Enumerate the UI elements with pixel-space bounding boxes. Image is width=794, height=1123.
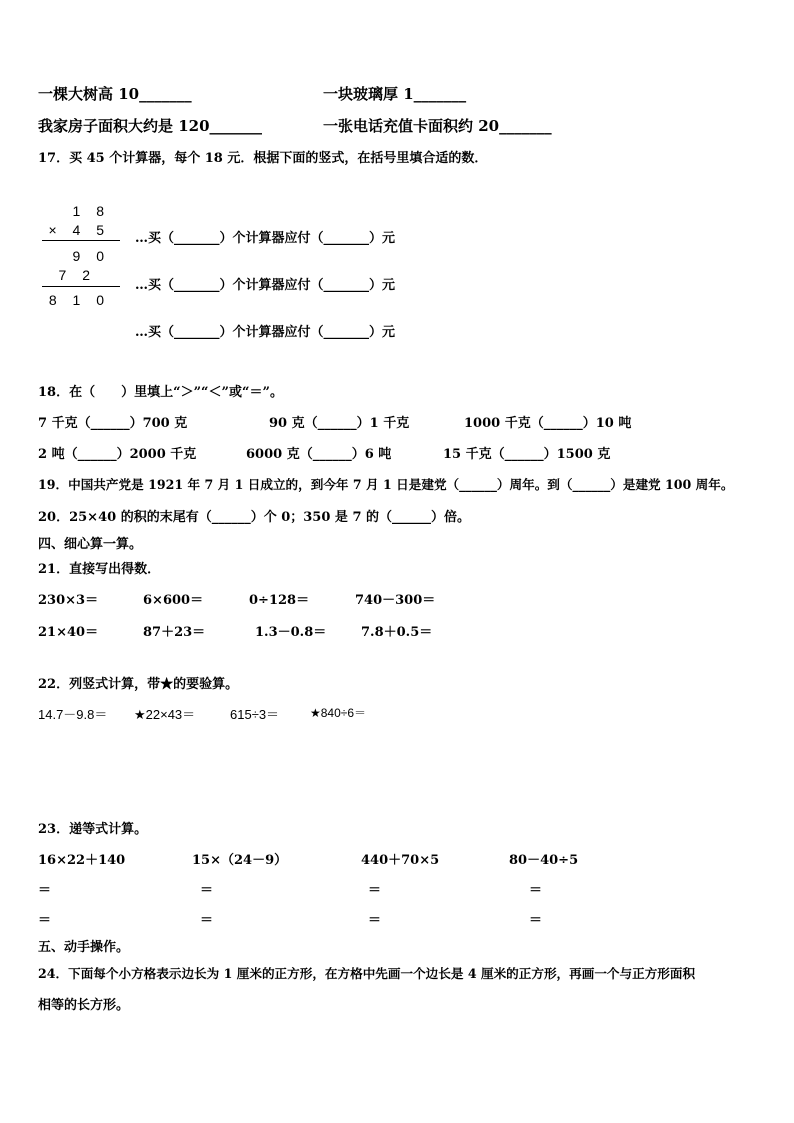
q24-line-1: 24．下面每个小方格表示边长为 1 厘米的正方形，在方格中先画一个边长是 4 厘米的正方形，再画一个与正方形面积 — [38, 966, 696, 981]
q18-item-4: 2 吨（______）2000 千克 — [38, 447, 197, 462]
q18-item-1: 7 千克（______）700 克 — [38, 416, 188, 431]
q23-eq-1a: ＝ — [38, 883, 52, 898]
q22-title: 22．列竖式计算，带★的要验算。 — [38, 677, 239, 692]
vertical-line-1 — [42, 240, 120, 241]
q23-eq-3b: ＝ — [368, 913, 382, 928]
house-area-item: 我家房子面积大约是 120_______ — [38, 117, 263, 135]
q21-title: 21．直接写出得数． — [38, 562, 161, 577]
q18-item-2: 90 克（______）1 千克 — [269, 416, 410, 431]
q21-item-5: 21×40＝ — [38, 625, 99, 640]
vertical-row-4: 7 2 — [58, 267, 96, 283]
q21-item-6: 87＋23＝ — [143, 625, 206, 640]
q19-text: 19．中国共产党是 1921 年 7 月 1 日成立的，到今年 7 月 1 日是建党（______）周年。到（______）是建党 100 周年。 — [38, 477, 734, 492]
q23-item-1: 16×22＋140 — [38, 853, 126, 868]
q21-item-7: 1.3－0.8＝ — [255, 625, 327, 640]
q21-item-4: 740－300＝ — [355, 593, 436, 608]
section-5-heading: 五、动手操作。 — [38, 940, 130, 955]
vertical-row-2: × 4 5 — [48, 222, 110, 238]
q23-eq-4a: ＝ — [529, 883, 543, 898]
vertical-row-5: 8 1 0 — [48, 292, 110, 308]
q23-item-2: 15×（24－9） — [192, 853, 288, 868]
q22-item-2: ★22×43＝ — [134, 707, 196, 722]
q17-line-3: …买（_______）个计算器应付（_______）元 — [135, 325, 396, 340]
q23-item-3: 440＋70×5 — [361, 853, 440, 868]
q22-item-4: ★840÷6＝ — [310, 706, 367, 720]
q17-line-2: …买（_______）个计算器应付（_______）元 — [135, 278, 396, 293]
section-4-heading: 四、细心算一算。 — [38, 537, 143, 552]
card-area-item: 一张电话充值卡面积约 20_______ — [323, 117, 552, 135]
q18-item-3: 1000 千克（______）10 吨 — [464, 416, 632, 431]
glass-thickness-item: 一块玻璃厚 1_______ — [323, 85, 467, 103]
q18-item-5: 6000 克（______）6 吨 — [246, 447, 392, 462]
q22-item-3: 615÷3＝ — [230, 707, 280, 722]
q18-title: 18．在（ ）里填上“＞”“＜”或“＝”。 — [38, 385, 283, 400]
vertical-line-2 — [42, 286, 120, 287]
q21-item-3: 0÷128＝ — [249, 593, 310, 608]
q21-item-8: 7.8＋0.5＝ — [361, 625, 433, 640]
q23-eq-1b: ＝ — [38, 913, 52, 928]
q21-item-1: 230×3＝ — [38, 593, 99, 608]
q18-item-6: 15 千克（______）1500 克 — [443, 447, 611, 462]
q23-eq-2a: ＝ — [200, 883, 214, 898]
q17-line-1: …买（_______）个计算器应付（_______）元 — [135, 231, 396, 246]
vertical-row-1: 1 8 — [72, 203, 110, 219]
q24-line-2: 相等的长方形。 — [38, 998, 130, 1013]
q21-item-2: 6×600＝ — [143, 593, 204, 608]
q23-item-4: 80－40÷5 — [509, 853, 579, 868]
q23-eq-2b: ＝ — [200, 913, 214, 928]
q22-item-1: 14.7－9.8＝ — [38, 707, 108, 722]
q17-title: 17．买 45 个计算器，每个 18 元．根据下面的竖式，在括号里填合适的数． — [38, 151, 488, 166]
tree-height-item: 一棵大树高 10_______ — [38, 85, 192, 103]
q20-text: 20．25×40 的积的末尾有（______）个 0；350 是 7 的（______）倍。 — [38, 510, 471, 525]
q23-eq-3a: ＝ — [368, 883, 382, 898]
vertical-row-3: 9 0 — [72, 248, 110, 264]
q23-eq-4b: ＝ — [529, 913, 543, 928]
q23-title: 23．递等式计算。 — [38, 822, 148, 837]
